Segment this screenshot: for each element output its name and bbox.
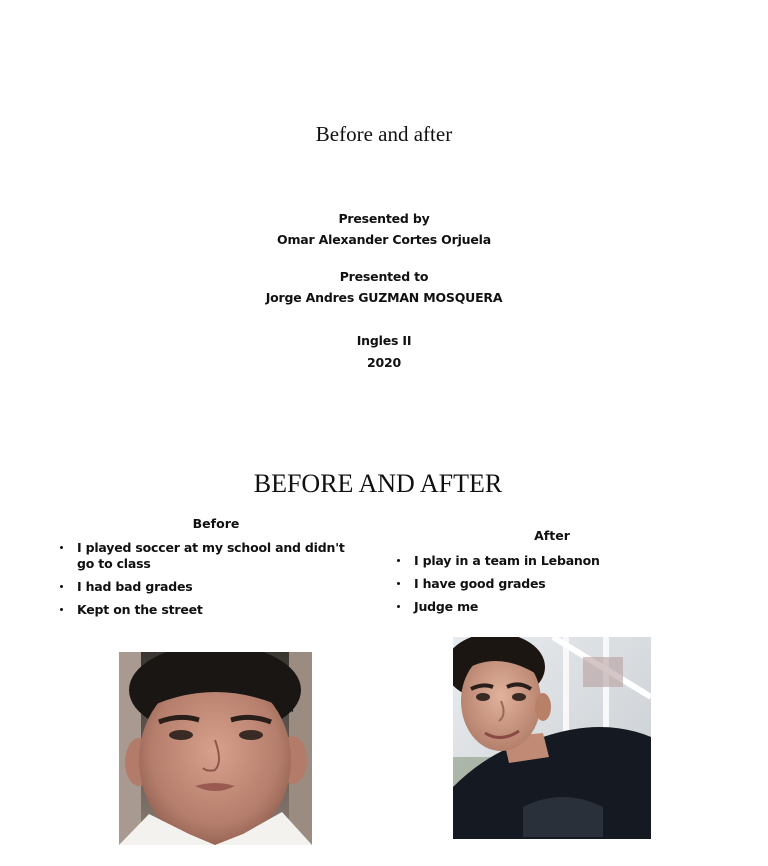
list-item: Judge me <box>397 599 697 615</box>
before-list <box>60 540 360 625</box>
list-item: I play in a team in Lebanon <box>397 553 697 569</box>
after-heading: After <box>534 528 570 543</box>
presented-by-label: Presented by <box>338 211 430 226</box>
list-item: I played soccer at my school and didn't go to class <box>60 540 360 572</box>
presented-to-name: Jorge Andres GUZMAN MOSQUERA <box>265 290 503 305</box>
before-heading: Before <box>192 516 240 531</box>
course-name: Ingles II <box>356 333 412 348</box>
section-heading: BEFORE AND AFTER <box>253 469 503 498</box>
after-list <box>397 553 697 622</box>
list-item: I had bad grades <box>60 579 360 595</box>
list-item: Kept on the street <box>60 602 360 618</box>
list-item: I have good grades <box>397 576 697 592</box>
presented-by-name: Omar Alexander Cortes Orjuela <box>277 232 491 247</box>
document-title: Before and after <box>315 122 453 146</box>
year: 2020 <box>367 355 401 370</box>
before-photo <box>119 652 312 845</box>
after-photo <box>453 637 651 839</box>
presented-to-label: Presented to <box>339 269 429 284</box>
